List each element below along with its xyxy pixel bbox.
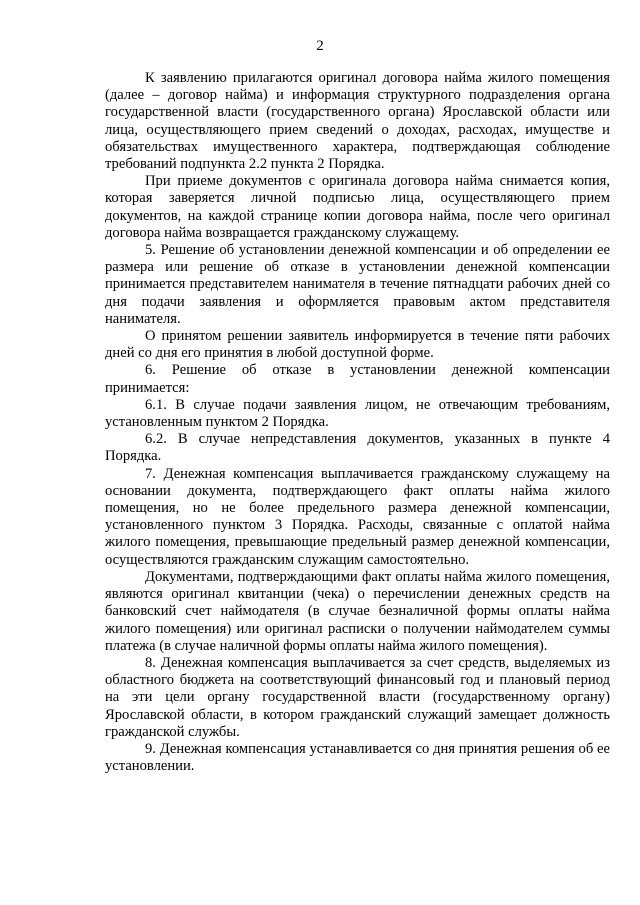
paragraph-payment-documents: Документами, подтверждающими факт оплаты найма жилого помещения, являются оригинал квитанции (чека) о перечислении денежных средств на банковский счет наймодателя (в случае безналичной формы оплаты найма жилого помещения) или оригинал расписки о получении наймодателем суммы платежа (в случае наличной формы оплаты найма жилого помещения).	[105, 568, 610, 654]
paragraph-item-6-2: 6.2. В случае непредставления документов, указанных в пункте 4 Порядка.	[105, 431, 610, 465]
paragraph-item-6-1: 6.1. В случае подачи заявления лицом, не отвечающим требованиям, установленным пунктом 2 Порядка.	[105, 396, 610, 431]
paragraph-copy-of-contract: При приеме документов с оригинала договора найма снимается копия, которая заверяется личной подписью лица, осуществляющего прием документов, на каждой странице копии договора найма, после чего оригинал договора найма возвращается гражданскому служащему.	[105, 173, 610, 241]
paragraph-attachments: К заявлению прилагаются оригинал договора найма жилого помещения (далее – договор найма) и информация структурного подразделения органа государственной власти (государственного органа) Ярославской области или лица, осуществляющего прием сведений о доходах, расходах, имуществе и обязательствах имущественного характера, подтверждающая соблюдение требований подпункта 2.2 пункта 2 Порядка.	[105, 70, 610, 173]
paragraph-item-5: 5. Решение об установлении денежной компенсации и об определении ее размера или решение об отказе в установлении денежной компенсации принимается представителем нанимателя в течение пятнадцати рабочих дней со дня подачи заявления и оформляется правовым актом представителя нанимателя.	[105, 242, 610, 327]
paragraph-item-8: 8. Денежная компенсация выплачивается за счет средств, выделяемых из областного бюджета на соответствующий финансовый год и плановый период на эти цели органу государственной власти (государственному органу) Ярославской области, в котором гражданский служащий замещает должность гражданской службы.	[105, 654, 610, 740]
paragraph-item-9: 9. Денежная компенсация устанавливается со дня принятия решения об ее установлении.	[105, 740, 610, 775]
paragraph-item-7: 7. Денежная компенсация выплачивается гражданскому служащему на основании документа, подтверждающего факт оплаты найма жилого помещения, но не более предельного размера денежной компенсации, установленного пунктом 3 Порядка. Расходы, связанные с оплатой найма жилого помещения, превышающие предельный размер денежной компенсации, осуществляются гражданским служащим самостоятельно.	[105, 465, 610, 568]
document-body	[105, 70, 610, 775]
paragraph-notification: О принятом решении заявитель информируется в течение пяти рабочих дней со дня его принятия в любой доступной форме.	[105, 328, 610, 362]
page-number: 2	[316, 38, 324, 54]
paragraph-item-6: 6. Решение об отказе в установлении денежной компенсации принимается:	[105, 362, 610, 396]
